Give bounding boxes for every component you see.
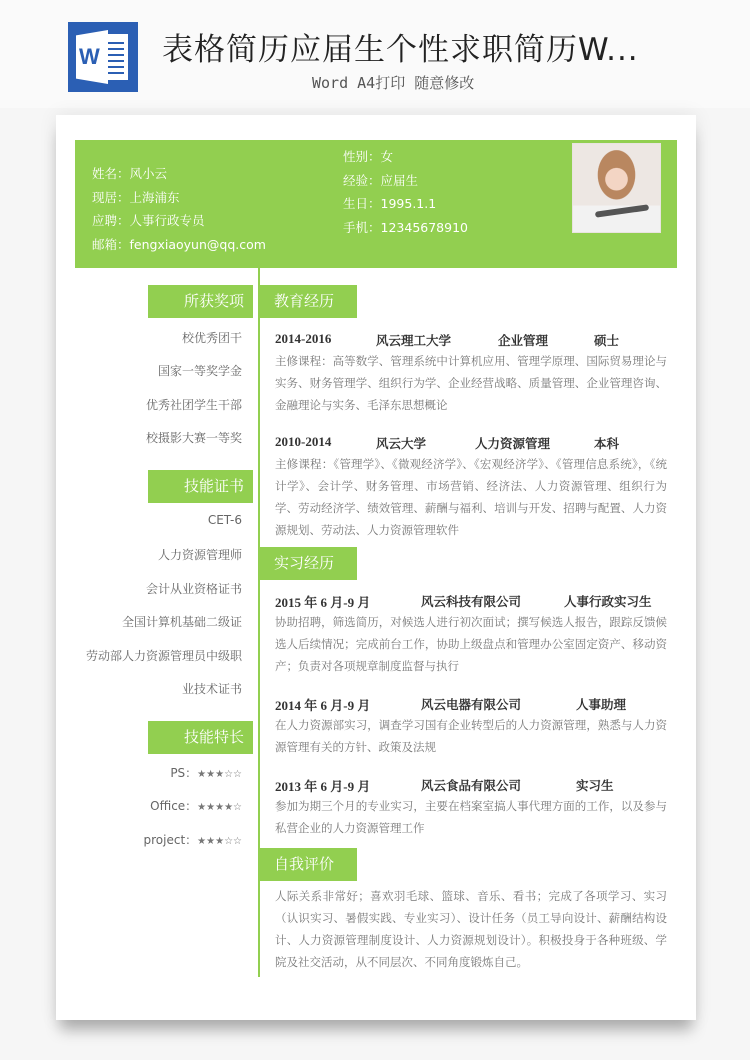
document-subtitle: Word A4打印 随意修改 xyxy=(312,74,475,92)
cert-item: 人力资源管理师 xyxy=(157,548,242,562)
word-icon-letter: W xyxy=(79,44,100,69)
cert-item: 劳动部人力资源管理员中级职 xyxy=(85,649,242,663)
self-eval-text: 人际关系非常好；喜欢羽毛球、篮球、音乐、看书；完成了各项学习、实习（认识实习、暑假实践、专业实习）、设计任务（员工导向设计、薪酬结构设计、人力资源管理制度设计、人力资源规划设计）。积极投身于各种班级、学院及社交活动，从不同层次、不同角度锻炼自己。 xyxy=(275,889,667,969)
internship-description: 协助招聘，筛选简历，对候选人进行初次面试；撰写候选人报告，跟踪反馈候选人后续情况；完成前台工作，协助上级盘点和管理办公室固定资产、移动资产；负责对各项规章制度监督与执行 xyxy=(275,615,667,673)
education-courses: 主修课程：高等数学、管理系统中计算机应用、管理学原理、国际贸易理论与实务、财务管理学、组织行为学、企业经营战略、质量管理、企业管理咨询、金融理论与实务、毛泽东思想概论 xyxy=(275,354,667,412)
education-courses: 主修课程：《管理学》、《微观经济学》、《宏观经济学》、《管理信息系统》，《统计学》、会计学、财务管理、市场营销、经济法、人力资源管理、组织行为学、劳动经济学、绩效管理、薪酬与福利、培训与开发、招聘与配置、人力资源规划、劳动法、人力资源管理软件 xyxy=(275,457,667,537)
education-heading: 教育经历 xyxy=(260,285,357,318)
profile-experience: 经验：应届生 xyxy=(343,173,419,188)
profile-phone: 手机：12345678910 xyxy=(343,220,468,235)
profile-header xyxy=(75,140,677,268)
award-item: 校优秀团干 xyxy=(181,331,242,345)
document-title: 表格简历应届生个性求职简历W... xyxy=(162,32,639,68)
profile-position: 应聘：人事行政专员 xyxy=(92,213,205,228)
profile-name: 姓名：风小云 xyxy=(92,166,168,181)
awards-heading: 所获奖项 xyxy=(148,285,253,318)
profile-photo xyxy=(572,143,661,233)
cert-item: 全国计算机基础二级证 xyxy=(121,615,242,629)
skills-heading: 技能特长 xyxy=(148,721,253,754)
profile-gender: 性别：女 xyxy=(343,149,394,164)
cert-item: CET-6 xyxy=(207,513,242,527)
profile-location: 现居：上海浦东 xyxy=(92,190,180,205)
star-rating-icon: ★★★☆☆ xyxy=(197,769,242,780)
award-item: 优秀社团学生干部 xyxy=(145,398,242,412)
star-rating-icon: ★★★★☆ xyxy=(197,802,242,813)
skill-item-project: project：★★★☆☆ xyxy=(143,833,242,847)
award-item: 校摄影大赛一等奖 xyxy=(145,431,242,445)
word-doc-icon xyxy=(68,22,138,92)
internship-description: 在人力资源部实习，调查学习国有企业转型后的人力资源管理，熟悉与人力资源管理有关的方针、政策及法规 xyxy=(275,718,667,754)
profile-birthday: 生日：1995.1.1 xyxy=(343,196,437,211)
certs-heading: 技能证书 xyxy=(148,470,253,503)
self-eval-heading: 自我评价 xyxy=(260,848,357,881)
award-item: 国家一等奖学金 xyxy=(157,364,242,378)
internship-description: 参加为期三个月的专业实习，主要在档案室搞人事代理方面的工作，以及参与私营企业的人力资源管理工作 xyxy=(275,799,667,835)
cert-item: 会计从业资格证书 xyxy=(145,582,242,596)
internship-heading: 实习经历 xyxy=(260,547,357,580)
skill-item-ps: PS：★★★☆☆ xyxy=(170,766,242,780)
resume-page: 姓名：风小云 现居：上海浦东 应聘：人事行政专员 邮箱：fengxiaoyun@qq.com 性别：女 经验：应届生 生日：1995.1.1 手机：12345678910 所获奖项 校优秀团干 国家一等奖学金 优秀社团学生干部 校摄影大赛一等奖 技能证书 CET-6 人力资源管理师 会计从业资格证书 全国计算机基础二级证 劳动部人力资源管理员中级职 业技术证书 技能特长 PS：★★★☆☆ Office：★★★★☆ project：★★★☆☆ 教育经历 2014-2016 风云理工大学 企业管理 硕士 主修课程：高等数学、管理系统中计算机应用、管理学原理、国际贸易理论与实务、财务管理学、组织行为学、企业经营战略、质量管理、企业管理咨询、金融理论与实务、毛泽东思想概论 2010-2014 风云大学 人力资源管理 本科 主修课程：《管理学》、《微观经济学》、《宏观经济学》、《管理信息系统》，《统计学》、会计学、财务管理、市场营销、经济法、人力资源管理、组织行为学、劳动经济学、绩效管理、薪酬与福利、培训与开发、招聘与配置、人力资源规划、劳动法、人力资源管理软件 实习经历 2015 年 6 月-9 月 风云科技有限公司 人事行政实习生 协助招聘，筛选简历，对候选人进行初次面试；撰写候选人报告，跟踪反馈候选人后续情况；完成前台工作，协助上级盘点和管理办公室固定资产、移动资产；负责对各项规章制度监督与执行 2014 年 6 月-9 月 风云电器有限公司 人事助理 在人力资源部实习，调查学习国有企业转型后的人力资源管理，熟悉与人力资源管理有关的方针、政策及法规 2013 年 6 月-9 月 风云食品有限公司 实习生 参加为期三个月的专业实习，主要在档案室搞人事代理方面的工作，以及参与私营企业的人力资源管理工作 自我评价 人际关系非常好；喜欢羽毛球、篮球、音乐、看书；完成了各项学习、实习（认识实习、暑假实践、专业实习）、设计任务（员工导向设计、薪酬结构设计、人力资源管理制度设计、人力资源规划设计）。积极投身于各种班级、学院及社交活动，从不同层次、不同角度锻炼自己。 xyxy=(56,115,696,1020)
banner xyxy=(0,0,750,108)
skill-item-office: Office：★★★★☆ xyxy=(150,799,242,813)
cert-item: 业技术证书 xyxy=(181,682,242,696)
profile-email: 邮箱：fengxiaoyun@qq.com xyxy=(92,237,266,252)
star-rating-icon: ★★★☆☆ xyxy=(197,836,242,847)
